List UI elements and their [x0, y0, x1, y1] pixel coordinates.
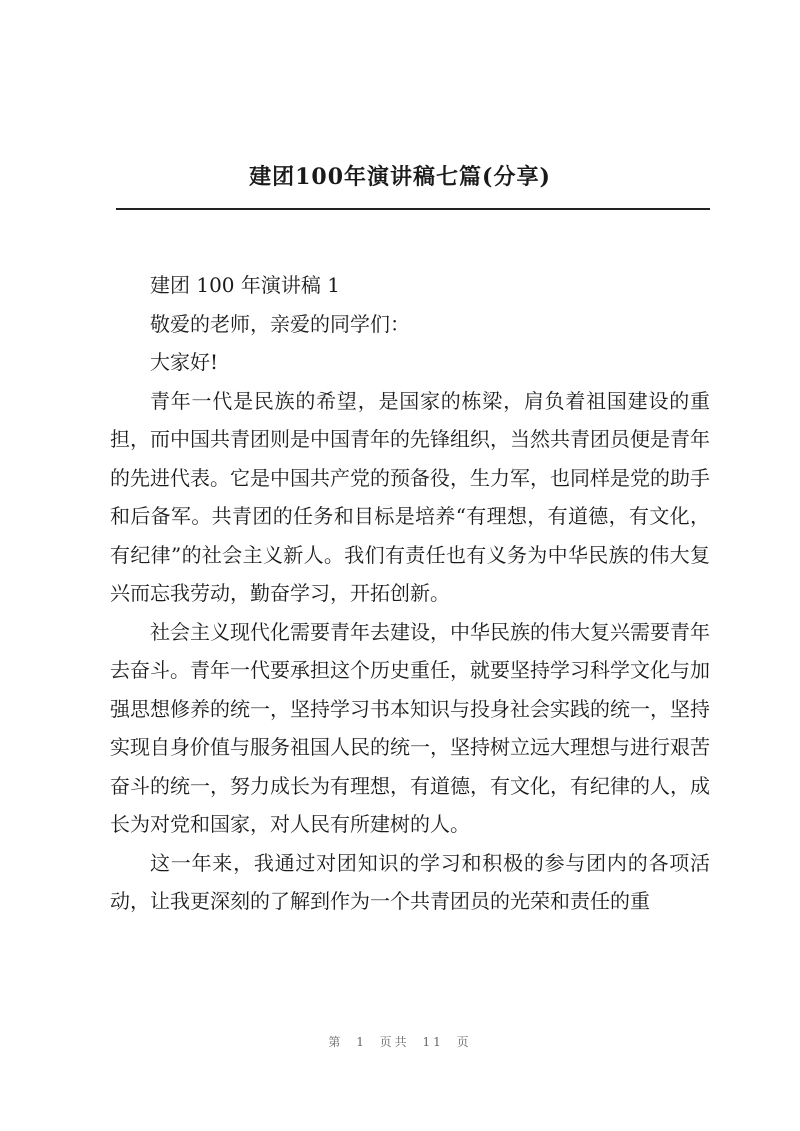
- footer-suffix: 页: [456, 1035, 472, 1049]
- footer-page-number: 1: [356, 1035, 367, 1049]
- page-footer: [0, 1033, 800, 1050]
- body-paragraph: 这一年来，我通过对团知识的学习和积极的参与团内的各项活动，让我更深刻的了解到作为一个共青团员的光荣和责任的重: [110, 850, 710, 913]
- greeting: 大家好!: [150, 350, 219, 374]
- body-paragraph: 社会主义现代化需要青年去建设，中华民族的伟大复兴需要青年去奋斗。青年一代要承担这个历史重任，就要坚持学习科学文化与加强思想修养的统一，坚持学习书本知识与投身社会实践的统一，坚持实现自身价值与服务祖国人民的统一，坚持树立远大理想与进行艰苦奋斗的统一，努力成长为有理想，有道德，有文化，有纪律的人，成长为对党和国家，对人民有所建树的人。: [110, 619, 710, 836]
- footer-total-pages: 11: [422, 1035, 444, 1049]
- footer-prefix: 第: [328, 1035, 344, 1049]
- footer-mid: 页共: [379, 1035, 410, 1049]
- title-underline: [116, 208, 710, 210]
- salutation: 敬爱的老师，亲爱的同学们：: [150, 311, 410, 336]
- section-heading: 建团 100 年演讲稿 1: [150, 273, 340, 297]
- document-title: 建团100年演讲稿七篇(分享): [249, 164, 551, 190]
- body-paragraph: 青年一代是民族的希望，是国家的栋梁，肩负着祖国建设的重担，而中国共青团则是中国青年的先锋组织，当然共青团员便是青年的先进代表。它是中国共产党的预备役，生力军，也同样是党的助手和后备军。共青团的任务和目标是培养“有理想，有道德，有文化，有纪律”的社会主义新人。我们有责任也有义务为中华民族的伟大复兴而忘我劳动，勤奋学习，开拓创新。: [110, 388, 710, 605]
- document-body: [110, 266, 710, 921]
